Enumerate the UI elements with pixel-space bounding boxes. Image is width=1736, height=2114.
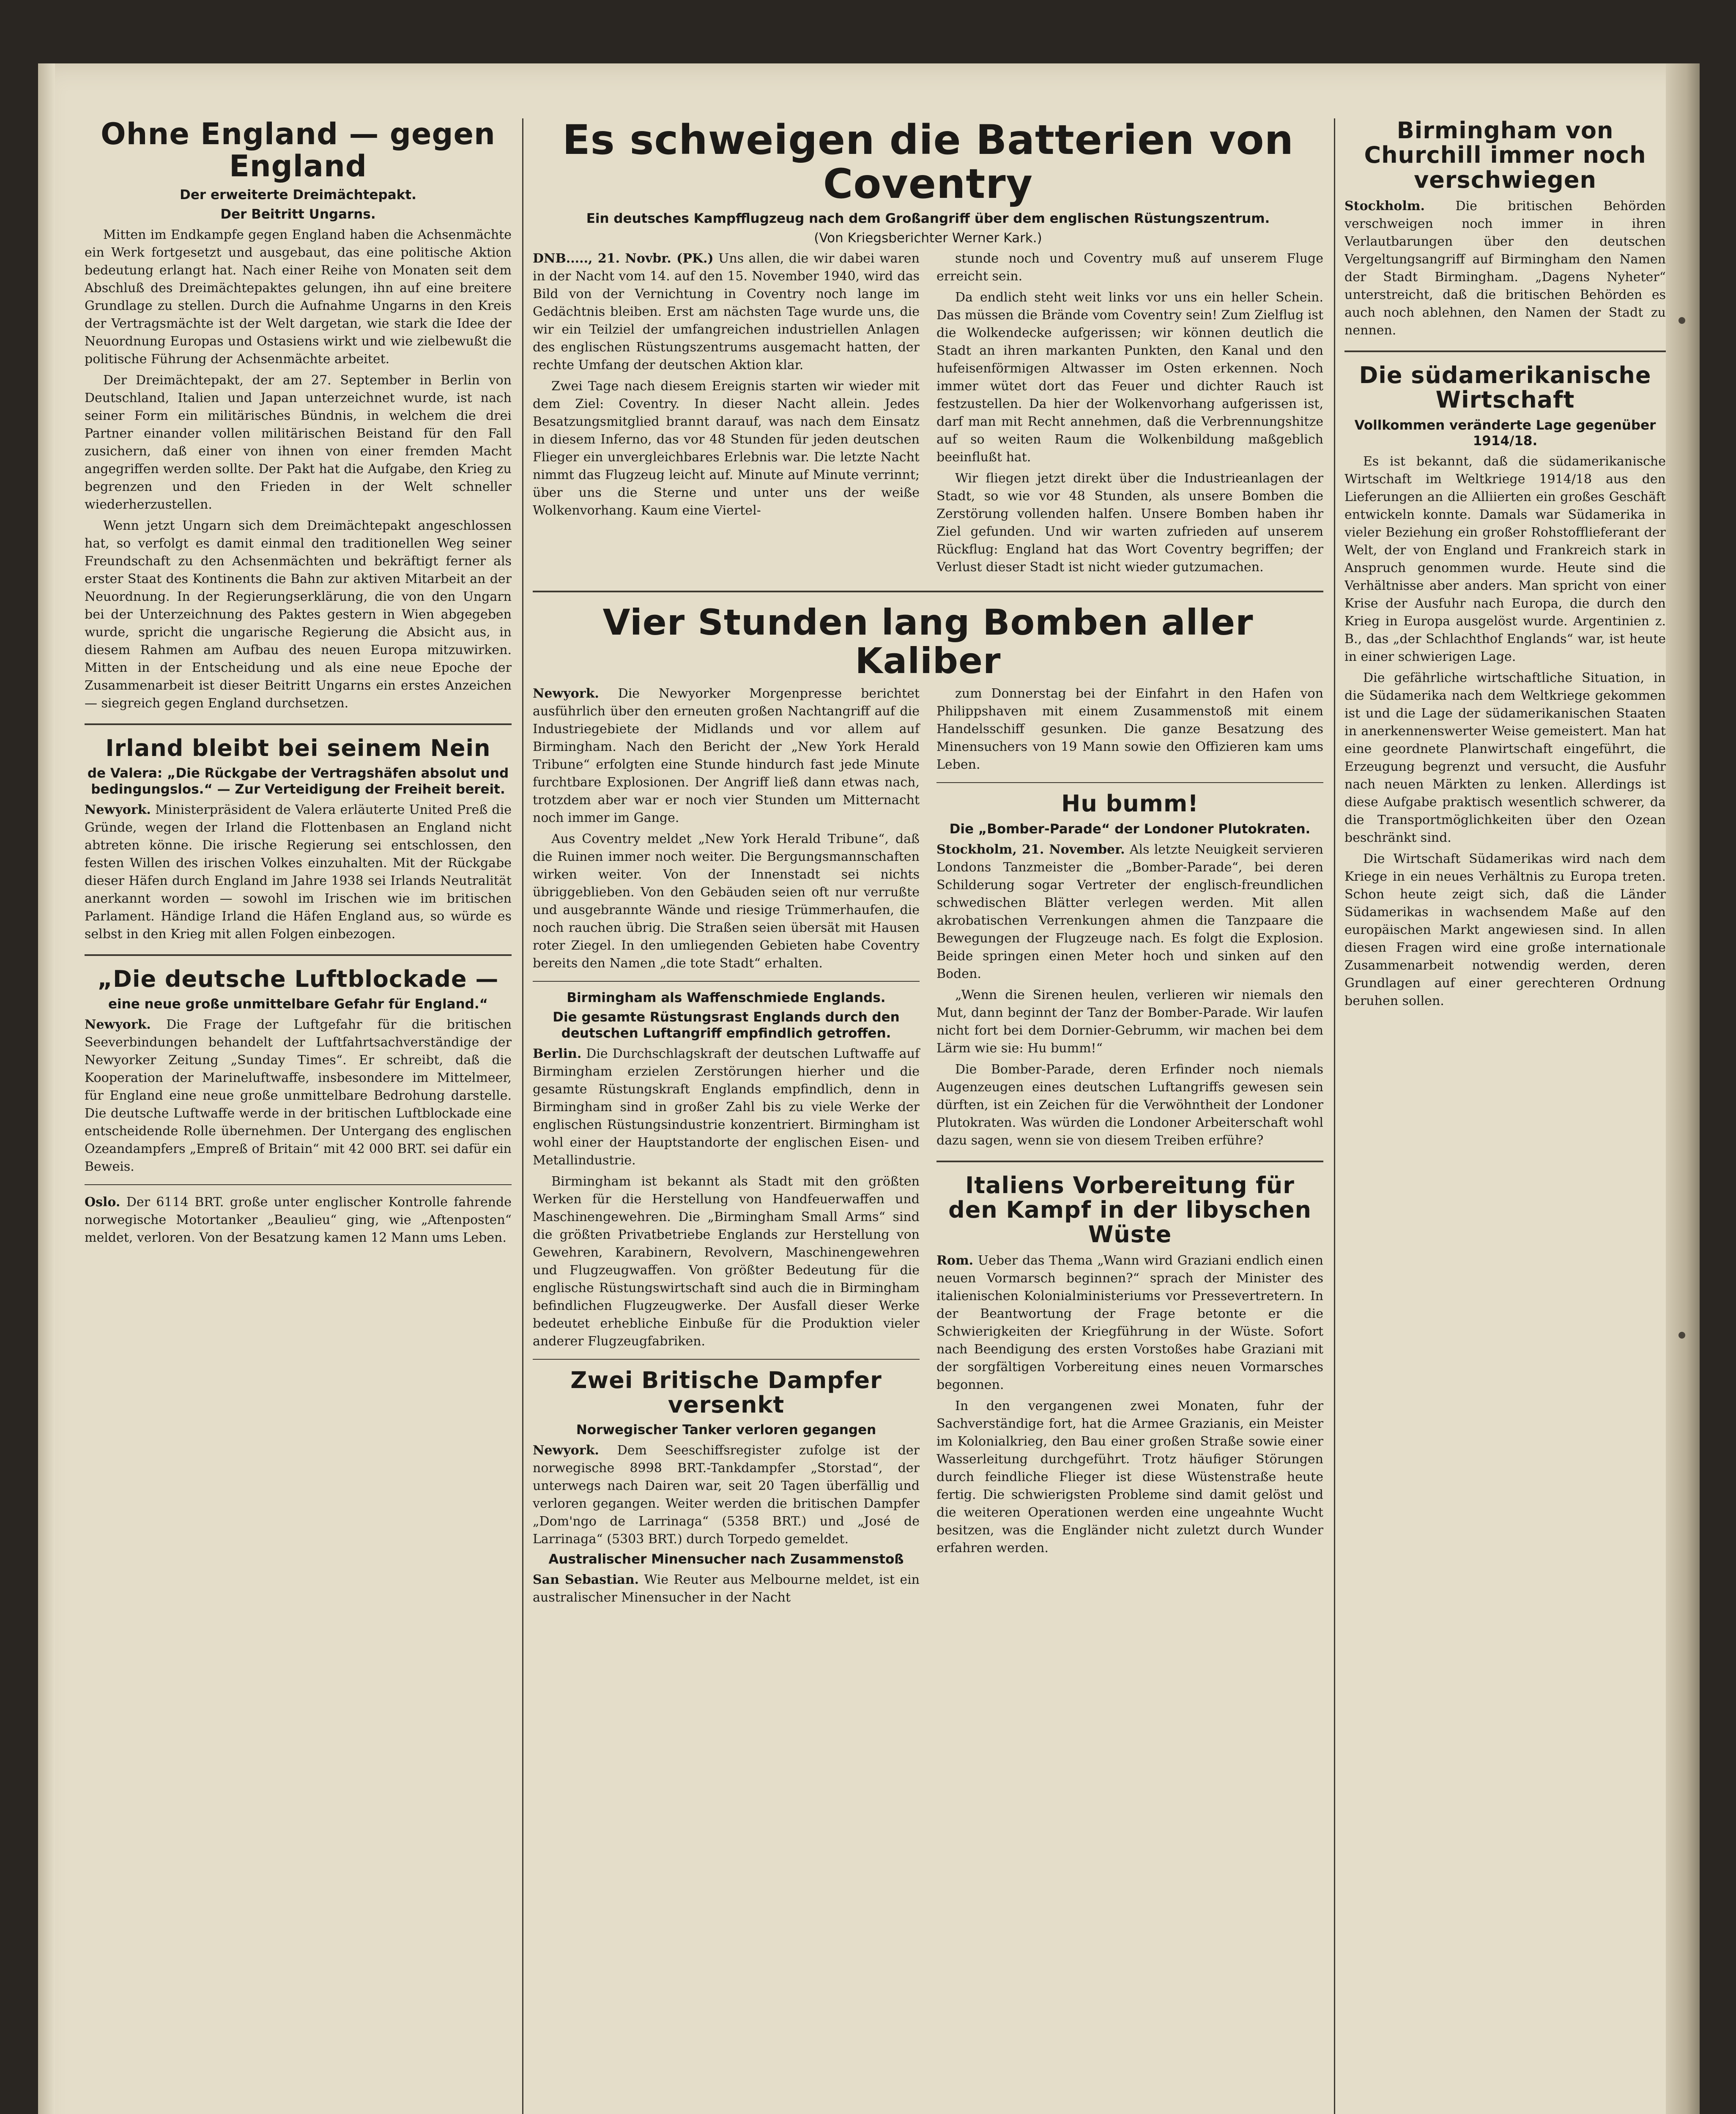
article-paragraph <box>85 1016 512 1176</box>
article-paragraph: Birmingham ist bekannt als Stadt mit den größten Werken für die Herstellung von Handfeuerwaffen und Maschinengewehren. Die „Birmingham Small Arms“ sind die größten Privatbetriebe Englands zur Herstellung von Gewehren, Karabinern, Revolvern, Maschinengewehren und Flugzeugwaffen. Von größter Bedeutung für die englische Rüstungswirtschaft sind auch die in Birmingham befindlichen Flugzeugwerke. Der Ausfall dieser Werke bedeutet erhebliche Einbuße für die Produktion vieler anderer Flugzeugfabriken. <box>533 1174 920 1349</box>
column-rule <box>522 118 523 2114</box>
section-divider <box>533 1359 920 1360</box>
article-paragraph: Die gefährliche wirtschaftliche Situation, in die Südamerika nach dem Weltkriege gekommen ist und die Lage der südamerikanischen Staaten in anerkennenswerter Weise gemeistert. Man hat eine geordnete Planwirtschaft eingeführt, die Erzeugung begrenzt und versucht, die Ausfuhr nach neuen Märkten zu lenken. Allerdings ist diese Aufgabe praktisch wesentlich schwerer, da die Transportmöglichkeiten über den Ozean beschränkt sind. <box>1344 671 1666 846</box>
article-paragraph: Wir fliegen jetzt direkt über die Industrieanlagen der Stadt, so wie vor 48 Stunden, als unsere Bomben die Zerstörung vollenden halfen. Unsere Bomben haben ihr Ziel gefunden. Und wir warten zufrieden auf unserem Rückflug: England hat das Wort Coventry begriffen; der Verlust dieser Stadt ist nicht wieder gutzumachen. <box>936 471 1323 575</box>
lower-center <box>533 685 1323 1610</box>
left-column <box>85 118 512 2114</box>
article-paragraph: „Wenn die Sirenen heulen, verlieren wir niemals den Mut, dann beginnt der Tanz der Bomber-Parade. Wir laufen nicht fort bei dem Dornier-Gebrumm, wir machen bei dem Lärm wie sie: Hu bumm!“ <box>936 987 1323 1056</box>
binding-hole <box>1678 317 1685 324</box>
article-paragraph: Zwei Tage nach diesem Ereignis starten wir wieder mit dem Ziel: Coventry. In dieser Nacht allein. Jedes Besatzungsmitglied brannt darauf, was nach dem Einsatz in diesem Inferno, das vor 48 Stunden für jeden deutschen Flieger ein unvergleichbares Erlebnis war. Die letzte Nacht nimmt das Flugzeug leicht auf. Minute auf Minute verrinnt; über uns die Sterne und unter uns der weiße Wolkenvorhang. Kaum eine Viertel- <box>533 378 920 518</box>
section-divider <box>85 1184 512 1185</box>
headline-hu-bumm: Hu bumm! <box>1061 790 1199 817</box>
headline-dampfer: Zwei Britische Dampfer versenkt <box>570 1366 882 1418</box>
coventry-body <box>533 250 1323 580</box>
article-text: Dem Seeschiffsregister zufolge ist der norwegische 8998 BRT.-Tankdampfer „Storstad“, der unterwegs nach Dairen war, seit 20 Tagen überfällig und verloren gegangen. Weiter werden die britischen Dampfer „Dom'ngo de Larrinaga“ (5358 BRT.) und „José de Larrinaga“ (5303 BRT.) durch Torpedo gemeldet. <box>533 1443 920 1547</box>
headline-suedamerika: Die südamerikanische Wirtschaft <box>1359 361 1651 413</box>
headline-vier-stunden: Vier Stunden lang Bomben aller Kaliber <box>602 601 1254 682</box>
article-paragraph <box>533 1571 920 1607</box>
article-text: Ministerpräsident de Valera erläuterte United Preß die Gründe, wegen der Irland die Flottenbasen an England nicht abtreten könne. Die irische Regierung sei entschlossen, den festen Willen des irischen Volkes einzuhalten. Mit der Rückgabe dieser Häfen durch England im Jahre 1938 sei Irlands Neutralität anerkannt worden — sowohl im Irischen wie im britischen Parlament. Händige Irland die Häfen England aus, so würde es selbst in den Krieg mit allen Folgen einbezogen. <box>85 802 512 942</box>
article-text: Der 6114 BRT. große unter englischer Kontrolle fahrende norwegische Motortanker „Beaulieu“ ging, wie „Aftenposten“ meldet, verloren. Von der Besatzung kamen 12 Mann ums Leben. <box>85 1194 512 1245</box>
section-divider <box>936 1161 1323 1162</box>
article-paragraph <box>533 1442 920 1548</box>
headline-coventry: Es schweigen die Batterien von Coventry <box>562 118 1294 208</box>
subhead-de-valera: de Valera: „Die Rückgabe der Vertragshäfen absolut und bedingungslos.“ — Zur Verteidigung der Freiheit bereit. <box>87 766 509 797</box>
subhead-dreimaechtepakt: Der erweiterte Dreimächtepakt. <box>180 187 416 203</box>
coventry-col-1 <box>533 250 920 580</box>
article-paragraph: Die Bomber-Parade, deren Erfinder noch niemals Augenzeugen eines deutschen Luftangriffs gewesen sein dürften, ist ein Zeichen für die Verwöhntheit der Londoner Plutokraten. Was würden die Londoner Arbeiterschaft wohl dazu sagen, wenn sie von diesem Treiben erführe? <box>936 1062 1323 1148</box>
article-paragraph: In den vergangenen zwei Monaten, fuhr der Sachverständige fort, hat die Armee Grazianis, ein Meister im Kolonialkrieg, den Bau einer großen Straße sowie einer Wasserleitung durchgeführt. Trotz häufiger Störungen durch feindliche Flieger ist diese Wüstenstraße heute fertig. Die schwierigsten Probleme sind damit gelöst und die weiteren Operationen werden eine ungeahnte Wucht besitzen, was die Engländer nicht zuletzt durch Wunder erfahren werden. <box>936 1399 1323 1556</box>
article-paragraph: Der Dreimächtepakt, der am 27. September in Berlin von Deutschland, Italien und Japan unterzeichnet wurde, ist nach seiner Form ein militärisches Bündnis, in welchem die drei Partner einander vollen militärischen Beistand für den Fall zusichern, daß einer von ihnen von einer fremden Macht angegriffen werden sollte. Der Pakt hat die Aufgabe, den Krieg zu begrenzen und den Frieden in der Welt schneller wiederherzustellen. <box>85 372 512 512</box>
article-text: Die Frage der Luftgefahr für die britischen Seeverbindungen behandelt der Luftfahrtsachverständige der Newyorker Zeitung „Sunday Times“. Er schreibt, daß die Kooperation der Marineluftwaffe, insbesondere im Mittelmeer, für England eine neue große unmittelbare Bedrohung darstelle. Die deutsche Luftwaffe werde in der britischen Luftblockade eine entscheidende Rolle übernehmen. Der Untergang des englischen Ozeandampfers „Empreß of Britain“ mit 42 000 BRT. sei dafür ein Beweis. <box>85 1017 512 1174</box>
article-paragraph <box>936 1252 1323 1394</box>
article-paragraph: stunde noch und Coventry muß auf unserem Fluge erreicht sein. <box>936 251 1323 284</box>
newspaper-page <box>38 63 1700 2114</box>
section-divider <box>936 782 1323 783</box>
article-paragraph: Es ist bekannt, daß die südamerikanische Wirtschaft im Weltkriege 1914/18 aus den Lieferungen an die Alliierten ein großes Geschäft entwickeln konnte. Damals war Südamerika in vieler Beziehung ein großer Rohstofflieferant der Welt, der von England und Frankreich stark in Anspruch genommen wurde. Heute sind die Verhältnisse aber anders. Man spricht von einer Krise der Ausfuhr nach Europa, die durch den Krieg in Europa ausgelöst wurde. Argentinien z. B., das „der Schlachthof Englands“ war, ist heute in einer schwierigen Lage. <box>1344 454 1666 665</box>
section-divider <box>1344 351 1666 352</box>
subhead-ungarn: Der Beitritt Ungarns. <box>220 207 376 222</box>
subhead-minensucher: Australischer Minensucher nach Zusammenstoß <box>548 1552 904 1567</box>
subhead-dampfer: Norwegischer Tanker verloren gegangen <box>576 1422 876 1438</box>
dateline: Oslo. <box>85 1194 120 1210</box>
article-paragraph <box>533 250 920 374</box>
byline: (Von Kriegsberichter Werner Kark.) <box>814 230 1042 246</box>
article-paragraph: Wenn jetzt Ungarn sich dem Dreimächtepakt angeschlossen hat, so verfolgt es damit einmal den traditionellen Weg seiner Freundschaft zu den Achsenmächten und bekräftigt ferner als erster Staat des Kontinents die Bahn zur aktiven Mitarbeit an der Neuordnung. In der Regierungserklärung, die von den Ungarn bei der Unterzeichnung des Paktes gestern in Wien abgegeben wurde, spricht die ungarische Regierung die Absicht aus, in diesem Rahmen am Aufbau des neuen Europa mitzuwirken. Mitten in der Entscheidung und als eine neue Epoche der Zusammenarbeit ist dieser Beitritt Ungarns ein erstes Anzeichen — siegreich gegen England durchsetzen. <box>85 518 512 711</box>
dateline: Stockholm. <box>1344 198 1425 214</box>
section-divider <box>533 591 1323 592</box>
article-paragraph <box>85 801 512 943</box>
headline-ohne-england: Ohne England — gegen England <box>101 118 496 183</box>
page-edge <box>38 63 55 2114</box>
subhead-suedamerika: Vollkommen veränderte Lage gegenüber 1914/18. <box>1354 417 1656 449</box>
article-paragraph <box>85 1194 512 1247</box>
headline-irland: Irland bleibt bei seinem Nein <box>105 734 491 761</box>
dateline: San Sebastian. <box>533 1572 639 1588</box>
article-text: Die Durchschlagskraft der deutschen Luftwaffe auf Birmingham erzielen Zerstörungen hierher und die gesamte Rüstungskraft Englands empfindlich, denn in Birmingham sind in großer Zahl bis zu viele Werke der englischen Rüstungsindustrie konzentriert. Birmingham ist wohl einer der Hauptstandorte der englischen Eisen- und Metallindustrie. <box>533 1046 920 1168</box>
headline-luftblockade: „Die deutsche Luftblockade — <box>97 965 499 992</box>
section-divider <box>533 981 920 982</box>
page-binding <box>1666 63 1700 2114</box>
lower-center-col-1 <box>533 685 920 1610</box>
subhead-coventry: Ein deutsches Kampfflugzeug nach dem Großangriff über dem englischen Rüstungszentrum. <box>586 211 1270 227</box>
headline-churchill: Birmingham von Churchill immer noch verschwiegen <box>1364 118 1646 193</box>
dateline: Newyork. <box>85 1017 151 1032</box>
article-paragraph <box>533 685 920 827</box>
article-text: Als letzte Neuigkeit servieren Londons Tanzmeister die „Bomber-Parade“, bei deren Schilderung sogar Vertreter der englisch-freundlichen schwedischen Blätter verlegen werden. Mit allen akrobatischen Verrenkungen ahmen die Tanzpaare die Bewegungen der Flugzeuge nach. Es folgt die Explosion. Beide springen einen Meter hoch und sinken auf den Boden. <box>936 842 1323 981</box>
article-paragraph <box>936 841 1323 983</box>
article-paragraph: Die Wirtschaft Südamerikas wird nach dem Kriege in ein neues Verhältnis zu Europa treten. Schon heute zeigt sich, daß die Länder Südamerikas in wachsendem Maße auf den europäischen Markt angewiesen sind. In allen diesen Fragen wird eine große internationale Zusammenarbeit notwendig werden, deren Grundlagen auf einer gerechteren Ordnung beruhen sollen. <box>1344 852 1666 1009</box>
section-divider <box>85 954 512 956</box>
binding-hole <box>1678 1332 1685 1339</box>
subhead-waffenschmiede: Die gesamte Rüstungsrast Englands durch den deutschen Luftangriff empfindlich getroffen. <box>553 1010 900 1041</box>
article-text: Die britischen Behörden verschweigen noch immer in ihren Verlautbarungen über den deutschen Vergeltungsangriff auf Birmingham den Namen der Stadt Birmingham. „Dagens Nyheter“ unterstreicht, daß die britischen Behörden es auch noch ablehnen, den Namen der Stadt zu nennen. <box>1344 198 1666 338</box>
subhead-bomber-parade: Die „Bomber-Parade“ der Londoner Plutokraten. <box>949 821 1311 837</box>
article-paragraph: zum Donnerstag bei der Einfahrt in den Hafen von Philippshaven mit einem Zusammenstoß mit einem Handelsschiff gesunken. Die ganze Besatzung des Minensuchers von 19 Mann sowie den Offizieren kam ums Leben. <box>936 686 1323 772</box>
dateline: Newyork. <box>533 686 599 701</box>
right-column <box>1344 118 1666 2114</box>
article-paragraph: Da endlich steht weit links vor uns ein heller Schein. Das müssen die Brände vom Coventry sein! Zum Zielflug ist die Wolkendecke aufgerissen; wir können deutlich die Stadt an ihren markanten Punkten, den Kanal und den hufeisenförmigen Altwasser im Osten erkennen. Noch immer wütet dort das Feuer und dichter Rauch ist festzustellen. Da hier der Wolkenvorhang aufgerissen ist, darf man mit Recht annehmen, daß die Verbrennungshitze auf so weiten Raum die Wolkenbildung maßgeblich beeinflußt hat. <box>936 290 1323 465</box>
column-rule <box>1334 118 1335 2114</box>
article-text: Uns allen, die wir dabei waren in der Nacht vom 14. auf den 15. November 1940, wird das Bild von der Vernichtung in Coventry noch lange im Gedächtnis bleiben. Erst am nächsten Tage wurde uns, die wir ein Teilziel der umfangreichen industriellen Anlagen des englischen Rüstungszentrums ausgemacht hatten, der rechte Umfang der deutschen Aktion klar. <box>533 251 920 372</box>
headline-waffenschmiede: Birmingham als Waffenschmiede Englands. <box>567 990 886 1006</box>
article-paragraph <box>1344 197 1666 340</box>
article-text: Ueber das Thema „Wann wird Graziani endlich einen neuen Vormarsch beginnen?“ sprach der Minister des italienischen Kolonialministeriums vor Pressevertretern. In der Beantwortung der Frage betonte er die Schwierigkeiten der Kriegführung in der Wüste. Sofort nach Beendigung des ersten Vorstoßes habe Graziani mit der sorgfältigen Vorbereitung eines neuen Vormarsches begonnen. <box>936 1253 1323 1393</box>
headline-italien: Italiens Vorbereitung für den Kampf in der libyschen Wüste <box>948 1172 1312 1248</box>
article-text: Die Newyorker Morgenpresse berichtet ausführlich über den erneuten großen Nachtangriff auf die Industriegebiete der Midlands und vor allem auf Birmingham. Nach den Bericht der „New York Herald Tribune“ erfolgten eine Stunde hindurch fast jede Minute furchtbare Explosionen. Der Angriff ließ dann etwas nach, trotzdem aber war er noch vier Stunden um Mitternacht noch immer im Gange. <box>533 686 920 826</box>
dateline: Stockholm, 21. November. <box>936 842 1125 857</box>
section-divider <box>85 723 512 725</box>
dateline: Rom. <box>936 1253 974 1268</box>
article-paragraph: Aus Coventry meldet „New York Herald Tribune“, daß die Ruinen immer noch weiter. Die Bergungsmannschaften wirken weiter. Von der Innenstadt sei nichts übriggeblieben. Von den Gebäuden seien oft nur verrußte und ausgebrannte Wände und riesige Trümmerhaufen, die noch rauchen übrig. Die Straßen seien übersät mit Hausen roter Ziegel. In den umliegenden Gebieten habe Coventry bereits den Namen „die tote Stadt“ erhalten. <box>533 832 920 971</box>
subhead-luftblockade: eine neue große unmittelbare Gefahr für England.“ <box>108 997 488 1012</box>
dateline: Newyork. <box>85 802 151 817</box>
lower-center-col-2 <box>936 685 1323 1610</box>
article-text: Wie Reuter aus Melbourne meldet, ist ein australischer Minensucher in der Nacht <box>533 1572 920 1605</box>
article-paragraph: Mitten im Endkampfe gegen England haben die Achsenmächte ein Werk fortgesetzt und ausgebaut, das eine politische Aktion bedeutung erlangt hat. Nach einer Reihe von Monaten seit dem Abschluß des Dreimächtepaktes gelungen, ihn auf eine breitere Grundlage zu stellen. Durch die Aufnahme Ungarns in den Kreis der Vertragsmächte ist der Welt dargetan, wie stark die Idee der Neuordnung Europas und Ostasiens wirkt und wie zielbewußt die politische Führung der Achsenmächte arbeitet. <box>85 227 512 367</box>
dateline: Newyork. <box>533 1443 599 1458</box>
dateline: Berlin. <box>533 1046 582 1061</box>
coventry-col-2 <box>936 250 1323 580</box>
dateline: DNB....., 21. Novbr. (PK.) <box>533 251 714 266</box>
article-paragraph <box>533 1045 920 1169</box>
center-column <box>533 118 1323 2114</box>
